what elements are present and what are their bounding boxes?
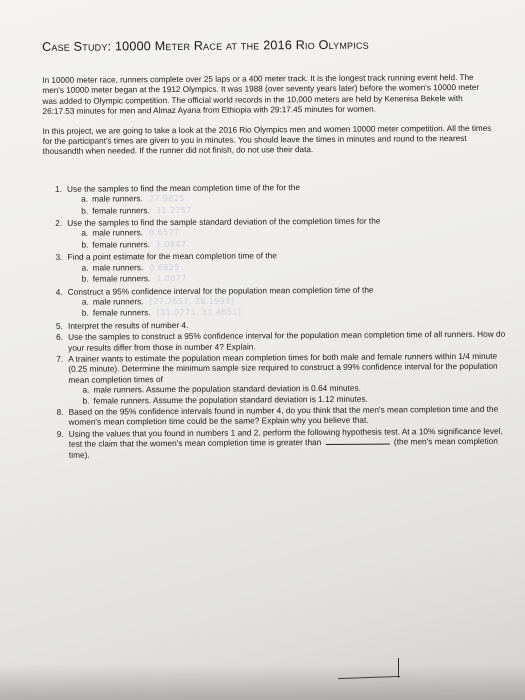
sub-question: b. female runners. 1.0077 xyxy=(81,273,187,284)
question-text: Use the samples to construct a 95% confidence interval for the population mean completion time of all runners. How do your results differ from those in number 4? Explain. xyxy=(68,328,506,353)
question-number: 6. xyxy=(56,331,64,342)
question-text: A trainer wants to estimate the population mean completion times for both male and female runners within 1/4 minute (0.25 minute). Determine the minimum sample size required to construct a 99% confidence interval for the population mean completion times of xyxy=(68,350,498,385)
question-text: Find a point estimate for the mean completion time of the xyxy=(67,250,277,263)
question-number: 9. xyxy=(56,428,64,439)
page-shadow xyxy=(0,664,525,700)
question-number: 3. xyxy=(55,252,63,263)
sub-question: a. male runners. [27.7657, 28.1993] xyxy=(81,296,235,307)
project-paragraph: In this project, we are going to take a look at the 2016 Rio Olympics men and women 10000 meter competition. All the times for the participant's times are given to you in minutes. You should leave the times in minutes and round to the nearest thousandth when needed. If the runner did not finish, do not use their data. xyxy=(42,123,492,157)
question-number: 8. xyxy=(56,406,64,417)
sub-question: b. female runners. 31.2757 xyxy=(81,204,192,216)
handwritten-answer: 27.9825 xyxy=(148,194,185,204)
page-title: Case Study: 10000 Meter Race at the 2016 Rio Olympics xyxy=(41,37,369,54)
question-2 xyxy=(55,215,505,251)
question-number: 5. xyxy=(55,320,63,331)
question-text: Based on the 95% confidence intervals found in number 4, do you think that the men's mean completion time and the women's mean completion time could be the same? Explain why you believe that. xyxy=(68,403,499,428)
question-text-end: (the men's mean completion time). xyxy=(68,435,498,460)
sub-question: a. male runners. 0.6825 xyxy=(81,261,180,273)
sub-question: b. female runners. Assume the population standard deviation is 1.12 minutes. xyxy=(82,393,368,406)
handwritten-answer: [31.0771, 31.4851] xyxy=(156,307,242,318)
question-6 xyxy=(56,329,506,353)
question-text: Use the samples to find the sample standard deviation of the completion times for the xyxy=(67,215,381,228)
question-3 xyxy=(55,249,505,285)
question-number: 4. xyxy=(55,286,63,297)
sub-question: a. male runners. 27.9825 xyxy=(81,193,185,204)
question-1 xyxy=(55,181,505,217)
question-4 xyxy=(56,283,506,319)
handwritten-answer: 0.6577 xyxy=(149,228,180,238)
handwritten-answer: 0.6825 xyxy=(149,262,180,272)
sub-question: b. female runners. [31.0771, 31.4851] xyxy=(81,307,242,318)
question-number: 2. xyxy=(55,217,63,228)
sub-question: b. female runners. 1.0847 xyxy=(81,239,187,250)
answer-blank[interactable] xyxy=(326,437,390,445)
intro-paragraph: In 10000 meter race, runners complete over 25 laps or a 400 meter track. It is the longest track running event held. The men's 10000 meter began at the 1912 Olympics. It was 1988 (over seventy years later) before the women's 10000 meter was added to Olympic competition. The official world records in the 10,000 meters are held by Kenenisa Bekele with 26:17.53 minutes for men and Almaz Ayana from Ethiopia with 29:17.45 minutes for women. xyxy=(42,72,480,117)
question-list xyxy=(55,181,507,460)
worksheet-content xyxy=(34,37,507,461)
question-text: Interpret the results of number 4. xyxy=(67,319,189,331)
question-number: 7. xyxy=(56,353,64,364)
handwritten-answer: [27.7657, 28.1993] xyxy=(149,296,235,307)
handwritten-answer: 31.2757 xyxy=(155,205,192,215)
handwritten-answer: 1.0847 xyxy=(156,239,187,250)
sub-question: a. male runners. Assume the population standard deviation is 0.64 minutes. xyxy=(82,382,361,395)
question-9 xyxy=(57,425,507,459)
handwritten-answer: 1.0077 xyxy=(156,274,187,284)
question-number: 1. xyxy=(55,183,62,194)
question-text: Using the values that you found in numbers 1 and 2, perform the following hypothesis test. At a 10% significance level, test the claim that the women's mean completion time is greater than xyxy=(68,425,503,449)
question-text: Construct a 95% confidence interval for the population mean completion time of the xyxy=(67,284,374,297)
question-7 xyxy=(56,351,506,406)
sub-question: a. male runners. 0.6577 xyxy=(81,227,180,239)
question-8 xyxy=(57,404,507,428)
question-text: Use the samples to find the mean completion time of the for the xyxy=(67,181,300,194)
